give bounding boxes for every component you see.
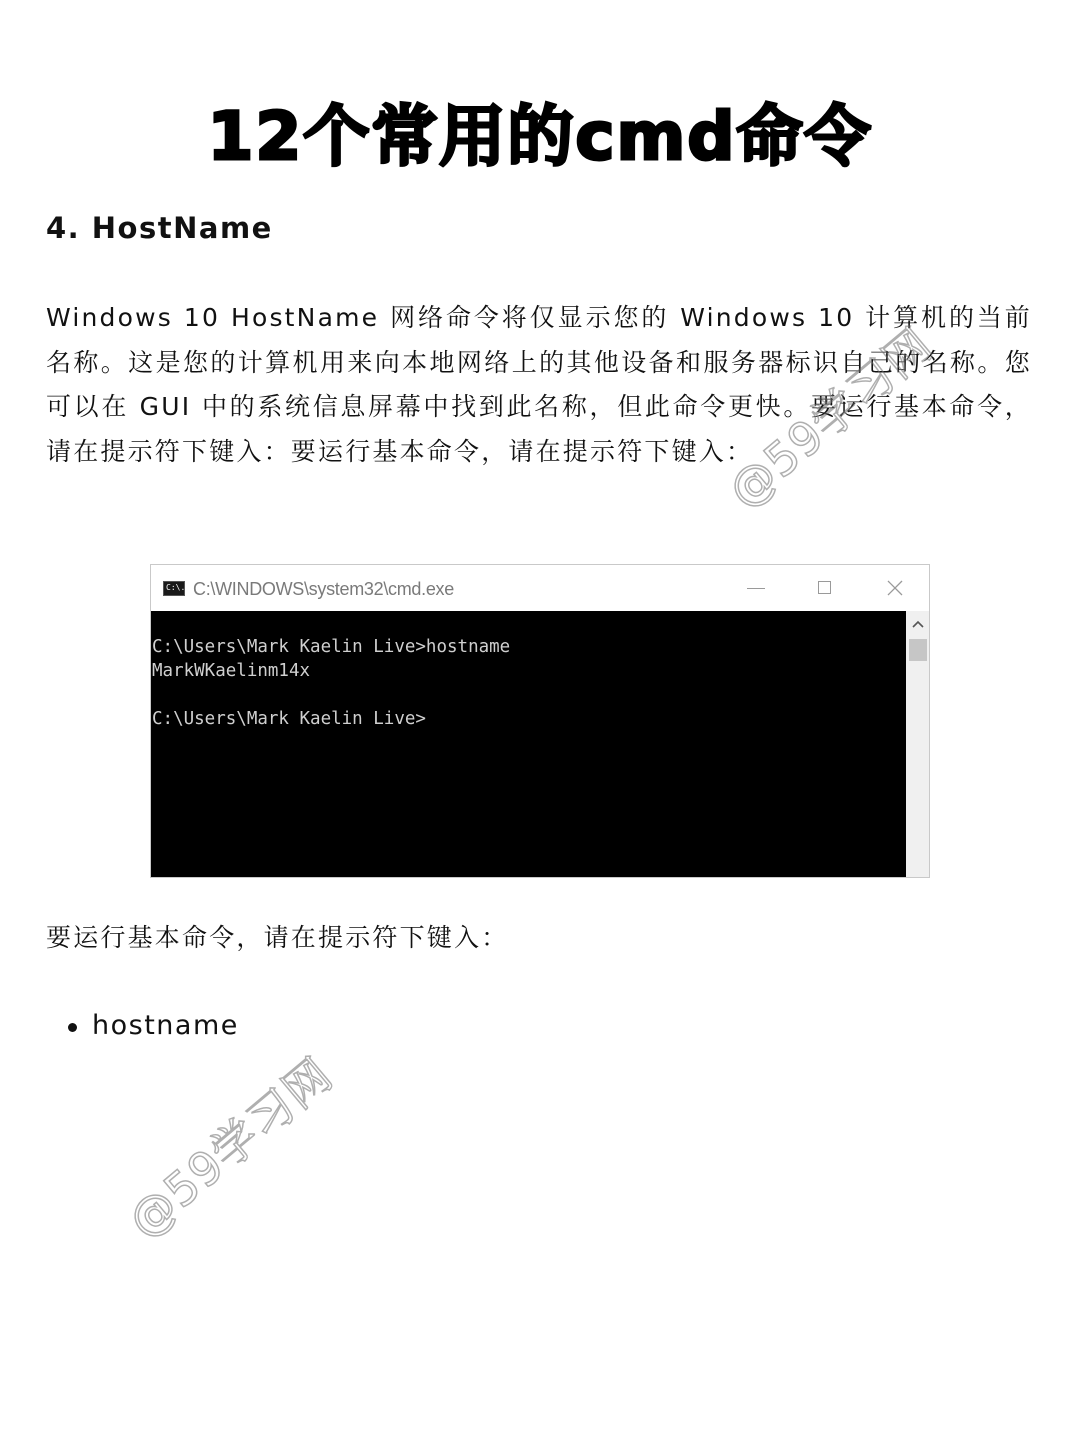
section-heading: 4. HostName xyxy=(46,211,273,245)
cmd-app-icon-label: C:\. xyxy=(166,583,186,592)
watermark: @59学习网 xyxy=(117,1047,343,1249)
console-line: C:\Users\Mark Kaelin Live> xyxy=(152,709,426,729)
list-item xyxy=(66,1004,239,1048)
scroll-up-icon[interactable] xyxy=(912,619,924,629)
cmd-window-screenshot xyxy=(150,564,930,878)
close-icon xyxy=(885,578,905,598)
list-item-text: hostname xyxy=(92,1010,239,1041)
close-button[interactable] xyxy=(875,573,915,603)
command-list xyxy=(66,1004,239,1048)
cmd-scrollbar[interactable] xyxy=(906,611,930,878)
cmd-console-output xyxy=(151,611,906,878)
run-instruction: 要运行基本命令，请在提示符下键入： xyxy=(46,923,509,952)
watermark: @59学习网 xyxy=(717,317,943,519)
minimize-icon xyxy=(747,588,765,589)
maximize-button[interactable] xyxy=(805,573,845,603)
cmd-app-icon xyxy=(163,581,185,596)
minimize-button[interactable] xyxy=(735,573,775,603)
console-line: MarkWKaelinm14x xyxy=(152,661,311,681)
cmd-window-title: C:\WINDOWS\system32\cmd.exe xyxy=(193,579,454,599)
body-paragraph: Windows 10 HostName 网络命令将仅显示您的 Windows 10 计算机的当前名称。这是您的计算机用来向本地网络上的其他设备和服务器标识自己的名称。您可以在 GUI 中的系统信息屏幕中找到此名称，但此命令更快。要运行基本命令，请在提示符下键入：要运行基本命令，请在提示符下键入： xyxy=(46,303,1032,466)
bullet-icon xyxy=(68,1023,77,1032)
cmd-titlebar xyxy=(151,565,929,611)
scroll-thumb[interactable] xyxy=(909,639,927,661)
page-title: 12个常用的cmd命令 xyxy=(207,98,873,175)
maximize-icon xyxy=(818,581,831,594)
console-line: C:\Users\Mark Kaelin Live>hostname xyxy=(152,637,511,657)
console-line xyxy=(152,683,906,707)
